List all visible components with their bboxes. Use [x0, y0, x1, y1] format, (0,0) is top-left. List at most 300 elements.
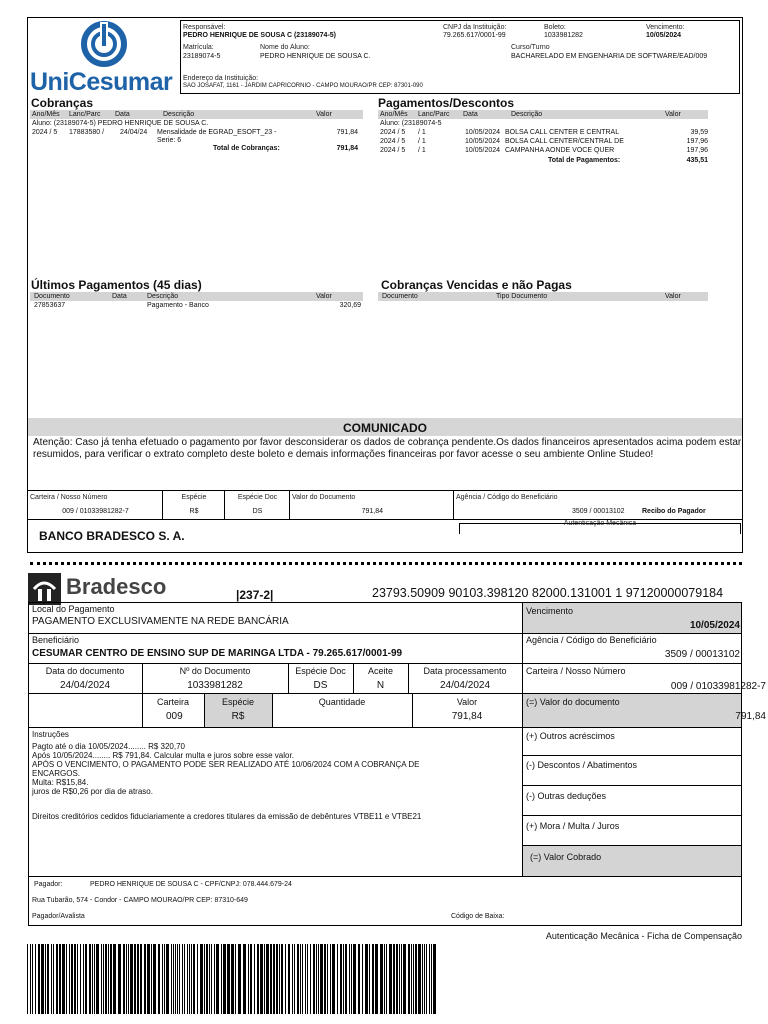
- pagamentos-title: Pagamentos/Descontos: [378, 96, 515, 110]
- row-line: [522, 755, 742, 756]
- barcode-bar: [248, 944, 249, 1014]
- barcode-bar: [69, 944, 70, 1014]
- instrucao-line: ENCARGOS.: [32, 769, 81, 778]
- barcode-bar: [294, 944, 295, 1014]
- data-proc-label: Data processamento: [423, 666, 507, 676]
- barcode-bar: [413, 944, 414, 1014]
- cnpj-label: CNPJ da Instituição:: [443, 24, 507, 31]
- ultimos-title: Últimos Pagamentos (45 dias): [31, 278, 202, 292]
- recibo-row: [28, 490, 742, 520]
- recibo-valor-cell: [290, 491, 454, 519]
- barcode-bar: [372, 944, 374, 1014]
- valor-doc-label: Valor do Documento: [292, 494, 356, 501]
- agencia-value: 3509 / 00013102: [664, 649, 740, 660]
- logo-text: UniCesumar: [30, 68, 173, 96]
- barcode-bar: [231, 944, 234, 1014]
- col-header: Ano/Mês: [380, 111, 408, 118]
- barcode-bar: [77, 944, 78, 1014]
- col-header: Valor: [316, 111, 332, 118]
- col-header: Lanc/Parc: [69, 111, 101, 118]
- barcode-bar: [320, 944, 323, 1014]
- barcode-bar: [123, 944, 125, 1014]
- col-header: Data: [115, 111, 130, 118]
- cnpj-value: 79.265.617/0001-99: [443, 32, 506, 39]
- row-line: [522, 785, 742, 786]
- banco-name: BANCO BRADESCO S. A.: [39, 529, 185, 543]
- barcode-bar: [204, 944, 205, 1014]
- especie-label: Espécie: [221, 697, 255, 707]
- pagamentos-header: [378, 110, 708, 119]
- data-doc-label: Data do documento: [45, 666, 125, 676]
- row-line: [28, 727, 742, 728]
- especie-value: R$: [189, 508, 199, 515]
- curso-value: BACHARELADO EM ENGENHARIA DE SOFTWARE/EAD/009: [511, 53, 708, 60]
- table-row: [378, 138, 708, 146]
- barcode-bar: [324, 944, 326, 1014]
- barcode-bar: [411, 944, 412, 1014]
- barcode-bar: [128, 944, 129, 1014]
- cell-valor: 39,59: [690, 129, 708, 136]
- barcode-bar: [30, 944, 31, 1014]
- vencimento-value: 10/05/2024: [689, 620, 740, 631]
- barcode-bar: [35, 944, 36, 1014]
- barcode-bar: [307, 944, 308, 1014]
- recibo-especie-cell: [163, 491, 225, 519]
- barcode: [27, 944, 439, 1014]
- barcode-bar: [223, 944, 226, 1014]
- barcode-bar: [238, 944, 241, 1014]
- barcode-bar: [113, 944, 116, 1014]
- barcode-bar: [221, 944, 222, 1014]
- col-header: Data: [112, 293, 127, 300]
- barcode-bar: [429, 944, 430, 1014]
- barcode-bar: [310, 944, 311, 1014]
- unicesumar-logo: [30, 20, 178, 96]
- col-header: Data: [463, 111, 478, 118]
- cell-data: 10/05/2024: [465, 147, 501, 154]
- barcode-bar: [96, 944, 99, 1014]
- instrucao-line: APÓS O VENCIMENTO, O PAGAMENTO PODE SER REALIZADO ATÉ 10/06/2024 COM A COBRANÇA DE: [32, 760, 420, 769]
- vencidas-title: Cobranças Vencidas e não Pagas: [381, 278, 572, 292]
- ficha-compensacao: Autenticação Mecânica - Ficha de Compensação: [545, 931, 742, 941]
- barcode-bar: [38, 944, 40, 1014]
- linha-digitavel: 23793.50909 90103.398120 82000.131001 1 97120000079184: [372, 586, 724, 600]
- mora-label: (+) Mora / Multa / Juros: [526, 821, 620, 831]
- barcode-bar: [184, 944, 185, 1014]
- barcode-bar: [408, 944, 410, 1014]
- barcode-bar: [89, 944, 91, 1014]
- carteira-value: 009 / 01033981282-7: [62, 508, 129, 515]
- especie-label: Espécie: [181, 494, 207, 501]
- especie-value: R$: [231, 711, 245, 722]
- barcode-bar: [340, 944, 342, 1014]
- agencia-value: 3509 / 00013102: [572, 508, 625, 515]
- col-header: Descrição: [511, 111, 543, 118]
- barcode-bar: [177, 944, 178, 1014]
- barcode-bar: [83, 944, 84, 1014]
- num-doc-label: Nº do Documento: [179, 666, 251, 676]
- cell-valor: 197,96: [686, 138, 708, 145]
- barcode-bar: [137, 944, 139, 1014]
- pagador-label: Pagador:: [34, 881, 63, 888]
- bradesco-tree-icon: [28, 573, 61, 605]
- barcode-bar: [235, 944, 236, 1014]
- debentures-note: Direitos creditórios cedidos fiduciariamente a credores titulares da emissão de debêntures VTBE11 e VTBE21: [32, 812, 422, 821]
- especie-doc-label: Espécie Doc: [237, 494, 278, 501]
- row-line: [28, 633, 742, 634]
- barcode-bar: [281, 944, 283, 1014]
- responsavel-value: PEDRO HENRIQUE DE SOUSA C (23189074-5): [183, 32, 337, 39]
- col-header: Valor: [665, 111, 681, 118]
- barcode-bar: [191, 944, 192, 1014]
- instrucao-line: Após 10/05/2024........ R$ 791,84. Calcular multa e juros sobre esse valor.: [32, 751, 294, 760]
- col-header: Lanc/Parc: [418, 111, 450, 118]
- barcode-bar: [41, 944, 44, 1014]
- cell-valor: 320,69: [339, 302, 361, 309]
- barcode-bar: [316, 944, 317, 1014]
- barcode-bar: [386, 944, 387, 1014]
- autenticacao-label: Autenticação Mecânica: [563, 520, 637, 527]
- barcode-bar: [401, 944, 402, 1014]
- bradesco-icon: [28, 573, 61, 605]
- barcode-bar: [200, 944, 203, 1014]
- barcode-bar: [305, 944, 306, 1014]
- recibo-carteira-cell: [28, 491, 163, 519]
- barcode-bar: [108, 944, 109, 1014]
- header-box: [180, 20, 740, 94]
- barcode-bar: [179, 944, 180, 1014]
- barcode-bar: [318, 944, 319, 1014]
- codigo-baixa-label: Código de Baixa:: [451, 913, 505, 920]
- barcode-bar: [105, 944, 107, 1014]
- table-row: [30, 302, 363, 310]
- recibo-pagador-label: Recibo do Pagador: [642, 508, 706, 515]
- total-label: Total de Cobranças:: [213, 145, 280, 152]
- barcode-bar: [257, 944, 259, 1014]
- cell-parc: / 1: [418, 138, 426, 145]
- barcode-bar: [415, 944, 417, 1014]
- data-doc-value: 24/04/2024: [59, 680, 111, 691]
- cell-data: 10/05/2024: [465, 138, 501, 145]
- barcode-bar: [426, 944, 427, 1014]
- barcode-bar: [153, 944, 156, 1014]
- matricula-label: Matrícula:: [183, 44, 214, 51]
- beneficiario-label: Beneficiário: [32, 635, 80, 645]
- barcode-bar: [171, 944, 172, 1014]
- cell-parc: / 1: [418, 129, 426, 136]
- recibo-especie-doc-cell: [225, 491, 290, 519]
- barcode-bar: [380, 944, 383, 1014]
- barcode-bar: [182, 944, 183, 1014]
- barcode-bar: [292, 944, 293, 1014]
- carteira-label: Carteira: [156, 697, 189, 707]
- row-line: [522, 815, 742, 816]
- barcode-bar: [62, 944, 65, 1014]
- barcode-bar: [264, 944, 265, 1014]
- cell-desc: BOLSA CALL CENTER E CENTRAL: [505, 129, 620, 136]
- barcode-bar: [431, 944, 432, 1014]
- barcode-bar: [206, 944, 208, 1014]
- total-label: Total de Pagamentos:: [548, 157, 621, 164]
- col-header: Descrição: [163, 111, 195, 118]
- vencidas-header: [378, 292, 708, 301]
- barcode-bar: [56, 944, 58, 1014]
- endereco-value: SAO JOSAFAT, 1161 - JARDIM CAPRICORNIO - CAMPO MOURAO/PR CEP: 87301-090: [183, 83, 423, 89]
- instrucao-line: Pagto até o dia 10/05/2024........ R$ 320,70: [32, 742, 186, 751]
- table-row: [378, 147, 708, 155]
- barcode-bar: [187, 944, 188, 1014]
- barcode-bar: [74, 944, 76, 1014]
- barcode-bar: [216, 944, 219, 1014]
- barcode-bar: [94, 944, 95, 1014]
- cell-ano: 2024 / 5: [380, 138, 406, 145]
- vencimento-label: Vencimento: [526, 606, 574, 616]
- especie-doc-value: DS: [313, 680, 328, 691]
- barcode-bar: [32, 944, 33, 1014]
- barcode-bar: [399, 944, 400, 1014]
- endereco-label: Endereço da Instituição:: [183, 75, 259, 82]
- barcode-bar: [332, 944, 335, 1014]
- carteira-nn-label: Carteira / Nosso Número: [526, 666, 626, 676]
- barcode-bar: [285, 944, 286, 1014]
- col-header: Documento: [34, 293, 70, 300]
- matricula-value: 23189074-5: [183, 53, 221, 60]
- carteira-nn-value: 009 / 01033981282-7: [670, 681, 766, 692]
- cell-ano: 2024 / 5: [380, 129, 406, 136]
- barcode-bar: [162, 944, 163, 1014]
- bank-code: |237-2|: [236, 588, 274, 602]
- barcode-bar: [297, 944, 299, 1014]
- aceite-label: Aceite: [367, 666, 393, 676]
- barcode-bar: [173, 944, 174, 1014]
- barcode-bar: [349, 944, 350, 1014]
- row-line: [522, 845, 742, 846]
- barcode-bar: [243, 944, 246, 1014]
- barcode-bar: [53, 944, 54, 1014]
- especie-doc-value: DS: [252, 508, 263, 515]
- barcode-bar: [313, 944, 315, 1014]
- barcode-bar: [375, 944, 378, 1014]
- cell-lanc: 17883580 /: [69, 129, 105, 136]
- barcode-bar: [250, 944, 252, 1014]
- agencia-label: Agência / Código do Beneficiário: [456, 494, 558, 501]
- cell-desc: CAMPANHA AONDE VOCE QUER: [505, 147, 615, 154]
- responsavel-label: Responsável:: [183, 24, 226, 31]
- barcode-bar: [144, 944, 146, 1014]
- barcode-bar: [59, 944, 61, 1014]
- barcode-bar: [197, 944, 198, 1014]
- data-proc-value: 24/04/2024: [439, 680, 491, 691]
- cobrancas-aluno-line: Aluno: (23189074-5) PEDRO HENRIQUE DE SOUSA C.: [32, 120, 209, 127]
- pagamentos-aluno-line: Aluno: (23189074-5: [380, 120, 442, 127]
- carteira-label: Carteira / Nosso Número: [30, 494, 108, 501]
- barcode-bar: [92, 944, 93, 1014]
- col-header: Tipo Documento: [496, 293, 548, 300]
- total-value: 435,51: [686, 157, 708, 164]
- cell-ano: 2024 / 5: [380, 147, 406, 154]
- descontos-label: (-) Descontos / Abatimentos: [526, 760, 638, 770]
- barcode-bar: [101, 944, 102, 1014]
- cell-desc2: Serie: 6: [157, 137, 182, 144]
- barcode-bar: [384, 944, 385, 1014]
- barcode-bar: [279, 944, 280, 1014]
- barcode-bar: [358, 944, 360, 1014]
- num-doc-value: 1033981282: [187, 680, 243, 691]
- barcode-bar: [193, 944, 195, 1014]
- aluno-value: PEDRO HENRIQUE DE SOUSA C.: [260, 53, 371, 60]
- barcode-bar: [362, 944, 363, 1014]
- cell-ano: 2024 / 5: [32, 129, 58, 136]
- barcode-bar: [345, 944, 347, 1014]
- instrucoes-label: Instruções: [32, 730, 69, 739]
- cell-valor: 791,84: [336, 129, 358, 136]
- cobrancas-header: [30, 110, 363, 119]
- row-line: [28, 693, 742, 694]
- barcode-bar: [276, 944, 278, 1014]
- boleto-label: Boleto:: [544, 24, 566, 31]
- outras-deducoes-label: (-) Outras deduções: [526, 791, 607, 801]
- cell-parc: / 1: [418, 147, 426, 154]
- barcode-bar: [396, 944, 398, 1014]
- barcode-bar: [389, 944, 392, 1014]
- barcode-bar: [175, 944, 176, 1014]
- cell-valor: 197,96: [686, 147, 708, 154]
- comunicado-text: Atenção: Caso já tenha efetuado o pagamento por favor desconsiderar os dados de cobrança pendente.Os dados financeiros apresentados acima podem estar resumidos, para verificar o extrato completo deste boleto e demais informações financeiras por favor acesse o seu ambiente Online Studeo!: [33, 437, 742, 460]
- barcode-bar: [151, 944, 152, 1014]
- barcode-bar: [351, 944, 352, 1014]
- outros-acrescimos-label: (+) Outros acréscimos: [526, 731, 615, 741]
- barcode-bar: [288, 944, 290, 1014]
- barcode-bar: [164, 944, 165, 1014]
- cell-desc: Mensalidade de EGRAD_ESOFT_23 -: [157, 129, 277, 136]
- barcode-bar: [227, 944, 230, 1014]
- recibo-agencia-cell: [454, 491, 742, 519]
- barcode-bar: [45, 944, 46, 1014]
- aceite-value: N: [376, 680, 385, 691]
- barcode-bar: [147, 944, 150, 1014]
- comunicado-title: COMUNICADO: [343, 421, 427, 435]
- barcode-bar: [103, 944, 104, 1014]
- barcode-bar: [270, 944, 272, 1014]
- row-line: [28, 876, 742, 877]
- instrucoes-list: [32, 742, 512, 796]
- table-row: [30, 129, 363, 145]
- barcode-bar: [273, 944, 275, 1014]
- curso-label: Curso/Turno: [511, 44, 550, 51]
- barcode-bar: [302, 944, 303, 1014]
- barcode-bar: [85, 944, 87, 1014]
- avalista-label: Pagador/Avalista: [32, 913, 85, 920]
- ultimos-header: [30, 292, 363, 301]
- col-header: Valor: [316, 293, 332, 300]
- col-header: Ano/Mês: [32, 111, 60, 118]
- instrucao-line: Multa: R$15,84.: [32, 778, 89, 787]
- barcode-bar: [166, 944, 169, 1014]
- pagador-endereco: Rua Tubarão, 574 - Condor - CAMPO MOURAO/PR CEP: 87310-649: [32, 897, 248, 904]
- col-header: Descrição: [147, 293, 179, 300]
- cell-doc: 27853637: [34, 302, 66, 309]
- local-value: PAGAMENTO EXCLUSIVAMENTE NA REDE BANCÁRIA: [32, 616, 289, 627]
- barcode-bar: [71, 944, 73, 1014]
- barcode-bar: [327, 944, 328, 1014]
- valor-value: 791,84: [451, 711, 483, 722]
- valor-doc-label: (=) Valor do documento: [526, 697, 620, 707]
- barcode-bar: [134, 944, 136, 1014]
- barcode-bar: [365, 944, 368, 1014]
- barcode-bar: [47, 944, 49, 1014]
- carteira-value: 009: [166, 711, 183, 722]
- aluno-label: Nome do Aluno:: [260, 44, 310, 51]
- autenticacao-box: [459, 520, 741, 534]
- barcode-bar: [130, 944, 133, 1014]
- barcode-bar: [189, 944, 190, 1014]
- barcode-bar: [126, 944, 127, 1014]
- col-header: Documento: [382, 293, 418, 300]
- total-value: 791,84: [336, 145, 358, 152]
- barcode-bar: [330, 944, 331, 1014]
- instrucao-line: juros de R$0,26 por dia de atraso.: [32, 787, 153, 796]
- barcode-bar: [422, 944, 423, 1014]
- barcode-bar: [266, 944, 269, 1014]
- barcode-bar: [118, 944, 121, 1014]
- barcode-bar: [369, 944, 370, 1014]
- pagador-value: PEDRO HENRIQUE DE SOUSA C - CPF/CNPJ: 078.444.679-24: [90, 881, 292, 888]
- barcode-bar: [393, 944, 395, 1014]
- row-line: [28, 663, 742, 664]
- vencimento-label: Vencimento:: [646, 24, 685, 31]
- valor-doc-value: 791,84: [361, 508, 383, 515]
- barcode-bar: [343, 944, 344, 1014]
- barcode-bar: [353, 944, 356, 1014]
- cell-desc: BOLSA CALL CENTER/CENTRAL DE: [505, 138, 624, 145]
- barcode-bar: [209, 944, 210, 1014]
- col-header: Valor: [665, 293, 681, 300]
- cell-data: 10/05/2024: [465, 129, 501, 136]
- barcode-bar: [300, 944, 301, 1014]
- barcode-bar: [214, 944, 215, 1014]
- cobrancas-title: Cobranças: [31, 96, 94, 110]
- especie-doc-label: Espécie Doc: [295, 666, 346, 676]
- barcode-bar: [254, 944, 255, 1014]
- barcode-bar: [337, 944, 338, 1014]
- barcode-bar: [51, 944, 52, 1014]
- barcode-bar: [140, 944, 142, 1014]
- barcode-bar: [158, 944, 160, 1014]
- agencia-label: Agência / Código do Beneficiário: [526, 635, 657, 645]
- barcode-bar: [211, 944, 212, 1014]
- quantidade-label: Quantidade: [318, 697, 366, 707]
- barcode-bar: [424, 944, 425, 1014]
- barcode-bar: [433, 944, 436, 1014]
- comunicado-bar: [28, 418, 742, 436]
- table-row: [378, 129, 708, 137]
- valor-label: Valor: [456, 697, 478, 707]
- right-col-divider: [522, 603, 523, 876]
- local-label: Local do Pagamento: [32, 604, 115, 614]
- valor-cobrado-label: (=) Valor Cobrado: [530, 852, 602, 862]
- barcode-bar: [418, 944, 421, 1014]
- cut-line: [30, 562, 742, 565]
- valor-doc-value: 791,84: [735, 711, 766, 722]
- barcode-bar: [27, 944, 28, 1014]
- barcode-bar: [66, 944, 67, 1014]
- beneficiario-value: CESUMAR CENTRO DE ENSINO SUP DE MARINGA LTDA - 79.265.617/0001-99: [32, 648, 403, 659]
- vencimento-value: 10/05/2024: [646, 32, 682, 39]
- barcode-bar: [80, 944, 81, 1014]
- bradesco-brand: Bradesco: [66, 574, 167, 599]
- barcode-bar: [110, 944, 112, 1014]
- boleto-value: 1033981282: [544, 32, 583, 39]
